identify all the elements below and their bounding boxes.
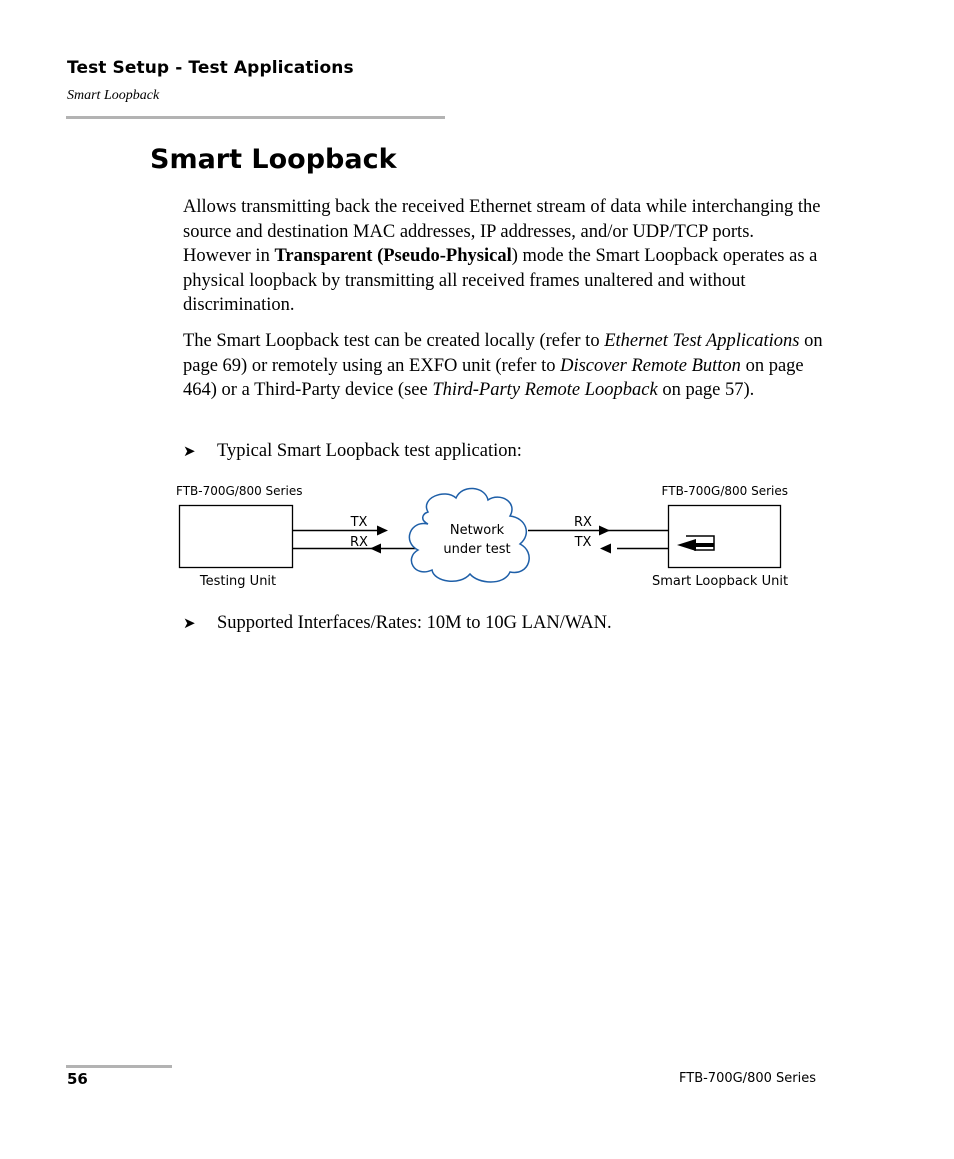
- bullet-arrow-icon: ➤: [183, 614, 196, 632]
- smart-loopback-diagram: [170, 478, 800, 598]
- testing-unit-label: Testing Unit: [199, 574, 277, 589]
- bullet-typical-application: [183, 439, 522, 463]
- ref-ethernet-test-applications[interactable]: Ethernet Test Applications: [604, 331, 800, 351]
- right-tx-label: TX: [574, 535, 592, 550]
- footer-document-name: FTB-700G/800 Series: [679, 1071, 816, 1086]
- ref-text-2: on page 69) or remotely using an EXFO unit (refer to: [183, 331, 823, 376]
- running-header-subtitle: Smart Loopback: [67, 88, 160, 103]
- running-header-title: Test Setup - Test Applications: [67, 58, 354, 78]
- right-rx-arrow-icon: [599, 526, 610, 536]
- footer-rule: [66, 1065, 172, 1068]
- ref-discover-remote-button[interactable]: Discover Remote Button: [560, 355, 741, 376]
- ref-third-party-remote-loopback[interactable]: Third-Party Remote Loopback: [432, 380, 658, 400]
- transparent-mode-term: Transparent (Pseudo-Physical: [274, 246, 512, 266]
- bullet-supported-text: Supported Interfaces/Rates: 10M to 10G LAN/WAN.: [217, 613, 612, 633]
- left-series-label: FTB-700G/800 Series: [176, 484, 303, 498]
- cloud-label-line2: under test: [443, 542, 511, 557]
- right-rx-label: RX: [574, 515, 592, 530]
- intro-paragraph: [183, 195, 823, 318]
- loopback-unit-box: [669, 506, 781, 568]
- references-paragraph: [183, 329, 823, 403]
- loopback-unit-label: Smart Loopback Unit: [651, 574, 789, 589]
- header-rule: [66, 116, 445, 119]
- right-series-label: FTB-700G/800 Series: [661, 484, 788, 498]
- ref-text-1: The Smart Loopback test can be created locally (refer to: [183, 331, 605, 351]
- bullet-arrow-icon: ➤: [183, 442, 196, 460]
- page-number: 56: [67, 1070, 88, 1088]
- ref-text-3: on page 464) or a Third-Party device (see: [183, 355, 804, 400]
- left-rx-arrow-icon: [370, 544, 381, 554]
- left-tx-arrow-icon: [377, 526, 388, 536]
- right-tx-arrow-icon: [600, 544, 611, 554]
- intro-text-2: ) mode the Smart Loopback operates as a physical loopback by transmitting all received frames unaltered and without discrimination.: [183, 246, 818, 315]
- testing-unit-box: [180, 506, 293, 568]
- cloud-label-line1: Network: [449, 523, 505, 538]
- bullet-supported-rates: [183, 611, 612, 635]
- left-tx-label: TX: [350, 515, 368, 530]
- bullet-typical-text: Typical Smart Loopback test application:: [217, 441, 522, 461]
- page-title: Smart Loopback: [150, 144, 397, 175]
- ref-text-4: on page 57).: [657, 380, 755, 400]
- left-rx-label: RX: [350, 535, 368, 550]
- intro-text-1: Allows transmitting back the received Ethernet stream of data while interchanging the source and destination MAC addresses, IP addresses, and/or UDP/TCP ports. However in: [183, 197, 821, 266]
